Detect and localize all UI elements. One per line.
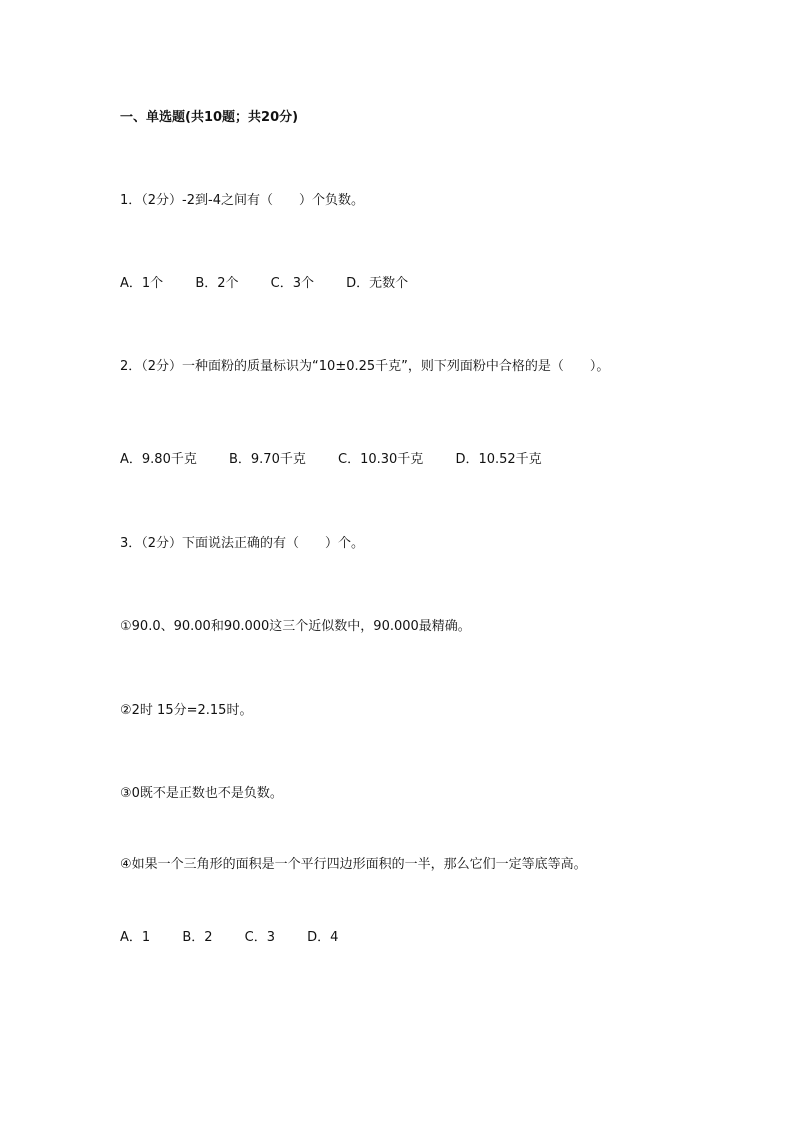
question-2-options xyxy=(120,452,542,468)
question-3-option-c: C．3 xyxy=(244,930,276,945)
question-3-option-b: B．2 xyxy=(182,930,213,945)
question-1-option-d: D．无数个 xyxy=(346,276,409,291)
question-1-option-a: A．1个 xyxy=(120,276,164,291)
question-3-statement-2: ②2时 15分=2.15时。 xyxy=(120,703,253,718)
question-2-text: 2．（2分）一种面粉的质量标识为“10±0.25千克”，则下列面粉中合格的是（ ）。 xyxy=(120,359,610,374)
question-3-statement-4: ④如果一个三角形的面积是一个平行四边形面积的一半，那么它们一定等底等高。 xyxy=(120,857,587,872)
question-3-option-d: D．4 xyxy=(307,930,339,945)
question-2-option-d: D．10.52千克 xyxy=(455,452,542,467)
question-1-option-c: C．3个 xyxy=(270,276,315,291)
question-3-statement-3: ③0既不是正数也不是负数。 xyxy=(120,786,283,801)
question-3-text: 3．（2分）下面说法正确的有（ ）个。 xyxy=(120,536,365,551)
question-2-option-c: C．10.30千克 xyxy=(338,452,424,467)
question-2-option-b: B．9.70千克 xyxy=(228,452,306,467)
question-1-options xyxy=(120,276,408,292)
question-3-option-a: A．1 xyxy=(120,930,151,945)
question-3-options xyxy=(120,930,338,946)
question-1-option-b: B．2个 xyxy=(195,276,239,291)
question-1-text: 1．（2分）-2到-4之间有（ ）个负数。 xyxy=(120,193,364,208)
question-2-option-a: A．9.80千克 xyxy=(120,452,197,467)
section-heading: 一、单选题(共10题；共20分) xyxy=(120,110,299,125)
question-3-statement-1: ①90.0、90.00和90.000这三个近似数中，90.000最精确。 xyxy=(120,619,471,634)
